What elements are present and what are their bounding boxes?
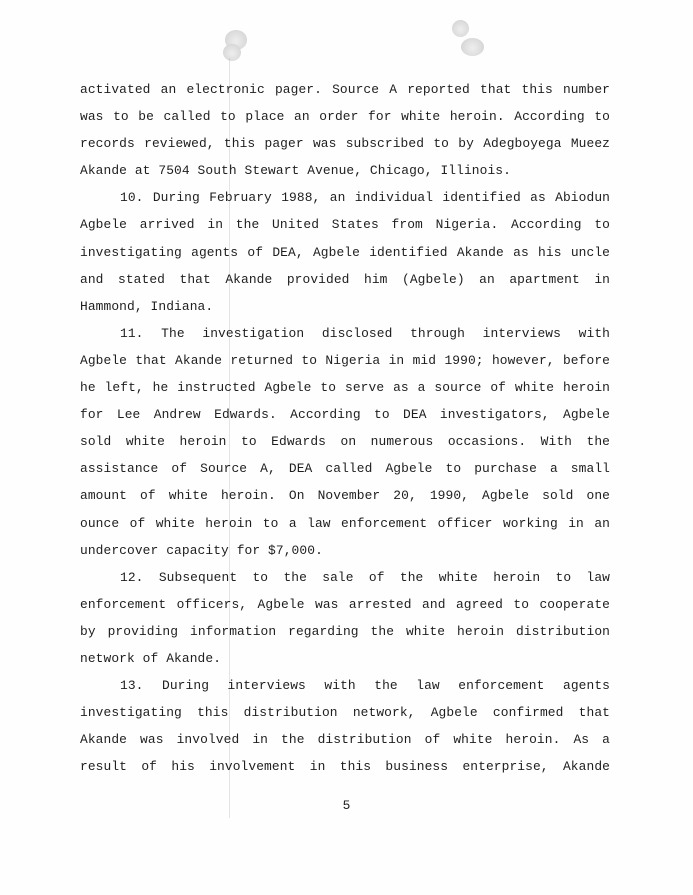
text-line: investigating this distribution network, Agbele confirmed that [80,705,610,721]
text-line: 12. Subsequent to the sale of the white heroin to law [120,569,610,585]
text-line: assistance of Source A, DEA called Agbele to purchase a small [80,461,610,477]
text-line: Agbele arrived in the United States from Nigeria. According to [80,217,610,233]
text-line: investigating agents of DEA, Agbele identified Akande as his uncle [80,244,610,260]
text-line: Agbele that Akande returned to Nigeria in mid 1990; however, before [80,352,610,368]
text-line: amount of white heroin. On November 20, 1990, Agbele sold one [80,488,610,504]
text-line: for Lee Andrew Edwards. According to DEA investigators, Agbele [80,407,610,423]
text-line: Akande at 7504 South Stewart Avenue, Chicago, Illinois. [80,163,511,179]
text-line: Hammond, Indiana. [80,298,214,314]
text-line: Akande was involved in the distribution of white heroin. As a [80,732,610,748]
punch-hole-left-lower [223,44,241,61]
page-number: 5 [342,798,351,813]
text-line: was to be called to place an order for white heroin. According to [80,109,610,125]
text-line: enforcement officers, Agbele was arrested and agreed to cooperate [80,596,610,612]
text-line: and stated that Akande provided him (Agbele) an apartment in [80,271,610,287]
text-line: activated an electronic pager. Source A reported that this number [80,82,610,97]
document-body [80,76,610,780]
text-line: undercover capacity for $7,000. [80,542,323,558]
text-line: network of Akande. [80,650,222,666]
text-line: records reviewed, this pager was subscribed to by Adegboyega Mueez [80,136,610,152]
text-line: by providing information regarding the white heroin distribution [80,623,610,639]
text-line: 10. During February 1988, an individual identified as Abiodun [120,190,610,206]
text-line: sold white heroin to Edwards on numerous occasions. With the [80,434,610,450]
text-line: result of his involvement in this business enterprise, Akande [80,759,610,775]
text-line: 13. During interviews with the law enforcement agents [120,678,610,694]
text-line: ounce of white heroin to a law enforcement officer working in an [80,515,610,531]
punch-hole-right-upper [452,20,469,37]
text-line: 11. The investigation disclosed through interviews with [120,325,610,341]
text-line: he left, he instructed Agbele to serve as a source of white heroin [80,380,610,396]
punch-hole-right-lower [461,38,484,56]
